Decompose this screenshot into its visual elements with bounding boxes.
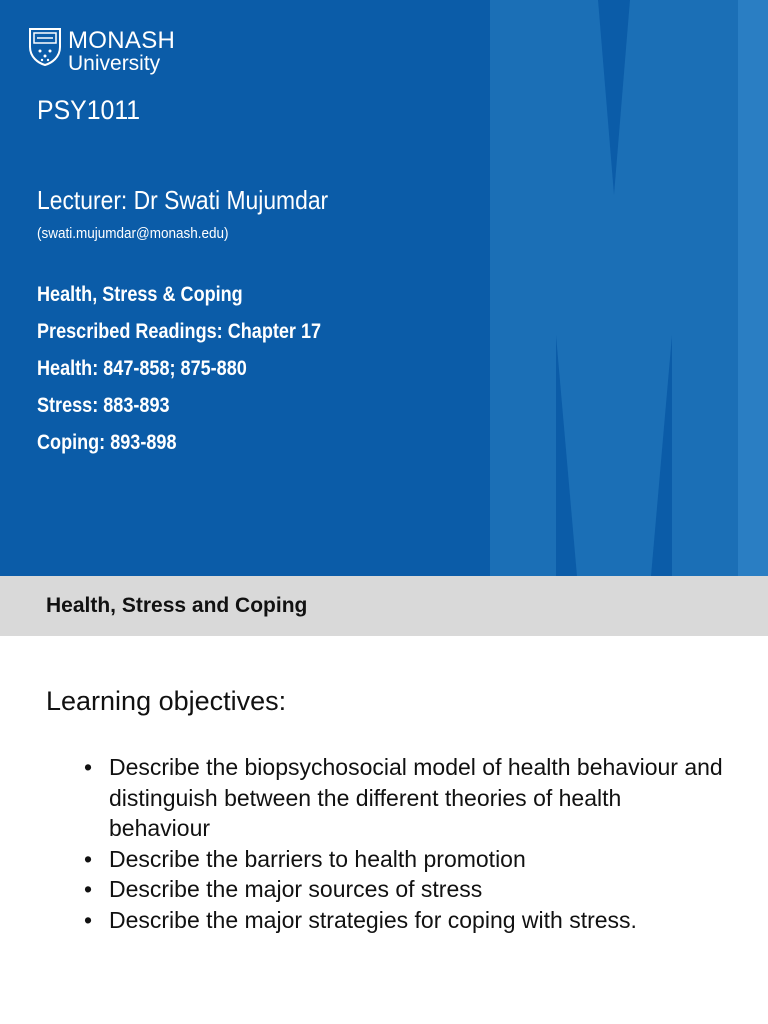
reading-chapter: Prescribed Readings: Chapter 17	[37, 320, 322, 343]
readings-list	[37, 281, 367, 466]
course-code: PSY1011	[37, 95, 141, 125]
content-slide-header	[0, 576, 768, 636]
reading-topic: Health, Stress & Coping	[37, 283, 243, 306]
logo-wordmark: MONASH	[68, 27, 176, 54]
list-item	[84, 874, 724, 905]
slide-title: Health, Stress and Coping	[46, 594, 308, 617]
bullet-icon: •	[84, 754, 93, 780]
objective-text: Describe the biopsychosocial model of health behaviour and distinguish between the different theories of health behaviour	[109, 754, 723, 841]
bullet-icon: •	[84, 845, 93, 872]
objectives-list	[84, 752, 724, 935]
monash-logo	[28, 27, 175, 74]
bullet-icon: •	[84, 876, 93, 902]
objective-text: Describe the barriers to health promotion	[109, 845, 526, 872]
monash-crest-icon	[28, 27, 62, 67]
logo-subtitle: University	[68, 52, 161, 75]
objectives-heading: Learning objectives:	[46, 686, 287, 716]
list-item	[84, 752, 724, 844]
reading-stress: Stress: 883-893	[37, 394, 170, 417]
objective-text: Describe the major sources of stress	[109, 876, 483, 902]
list-item	[84, 905, 724, 936]
lecturer-email: (swati.mujumdar@monash.edu)	[37, 225, 229, 242]
lecturer-name: Lecturer: Dr Swati Mujumdar	[37, 185, 329, 215]
reading-coping: Coping: 893-898	[37, 431, 177, 454]
bullet-icon: •	[84, 906, 93, 933]
objective-text: Describe the major strategies for coping with stress.	[109, 906, 637, 933]
list-item	[84, 844, 724, 875]
reading-health: Health: 847-858; 875-880	[37, 357, 247, 380]
